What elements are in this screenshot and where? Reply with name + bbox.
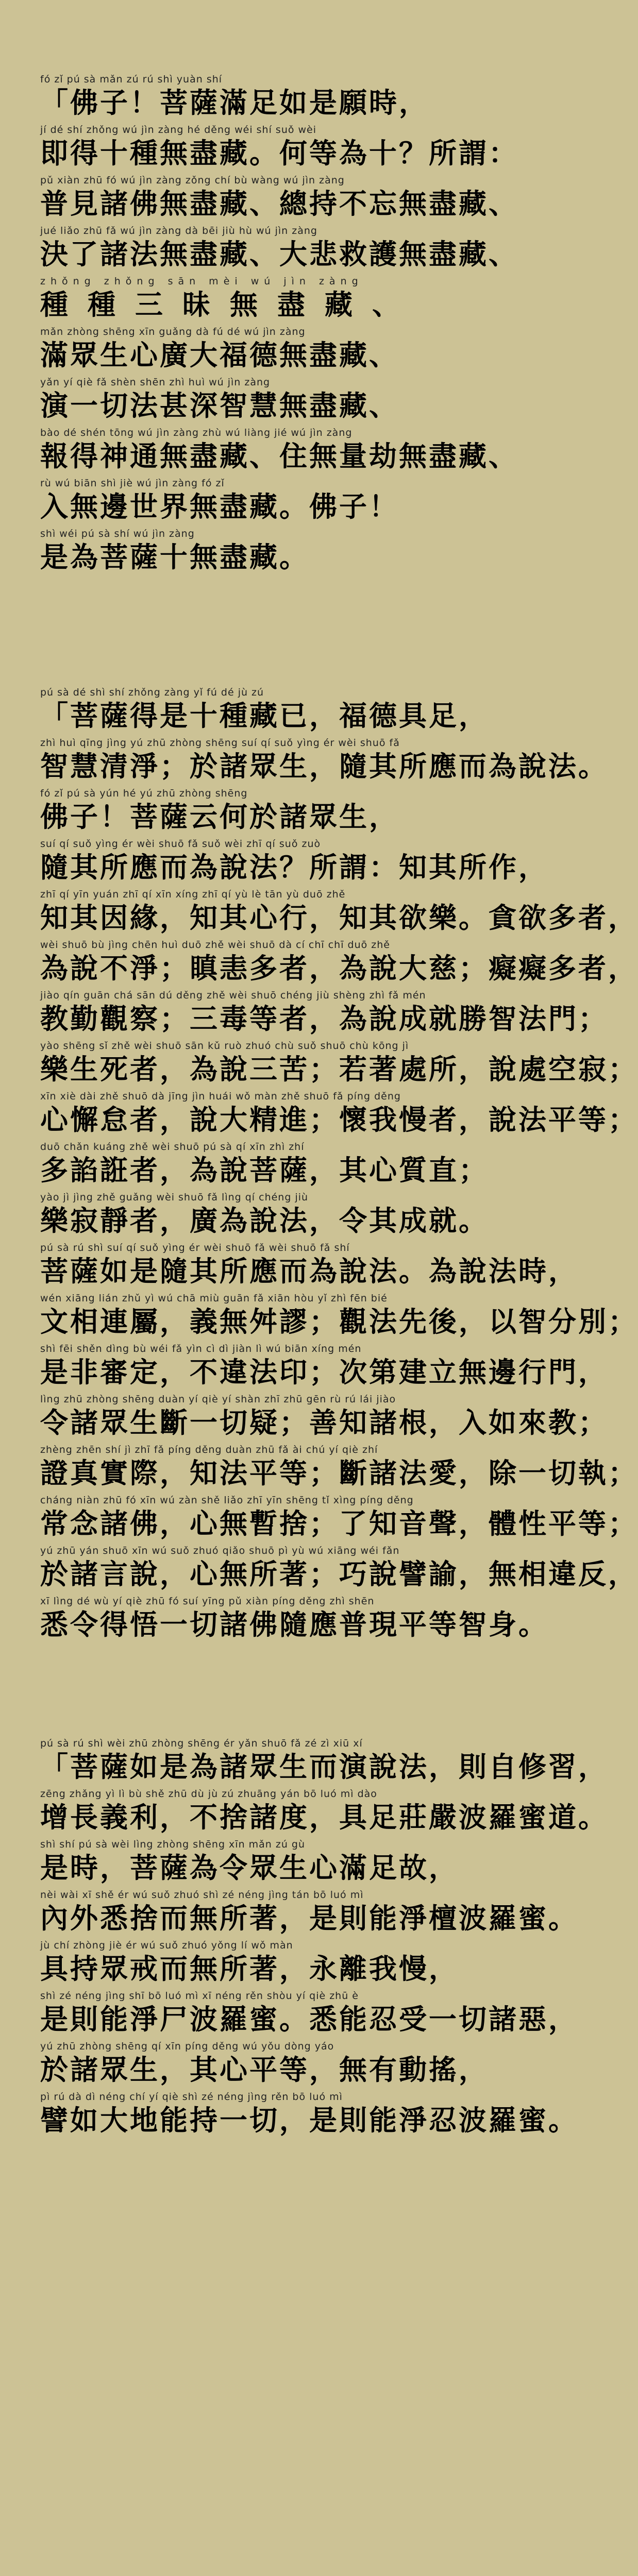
text-line (40, 1139, 531, 1189)
pinyin-annotation: yú zhū zhòng shēng qí xīn píng děng wú yǒu dòng yáo (40, 2041, 334, 2052)
pinyin-annotation: yào shēng sǐ zhě wèi shuō sān kǔ ruò zhuó chù suǒ shuō chù kōng jì (40, 1040, 409, 1052)
text-line (40, 1593, 548, 1643)
text-line (40, 1391, 608, 1442)
chinese-text: 文相連屬，義無舛謬；觀法先後，以智分別； (40, 1306, 638, 1338)
text-line (40, 785, 531, 836)
pinyin-annotation: pǔ xiàn zhū fó wú jìn zàng zǒng chí bù wàng wú jìn zàng (40, 175, 345, 186)
chinese-text: 隨其所應而為說法？所謂：知其所作， (40, 851, 548, 884)
text-line (40, 1988, 578, 2038)
text-line (40, 937, 638, 987)
pinyin-annotation: duō chǎn kuáng zhě wèi shuō pú sà qí xīn zhì zhí (40, 1141, 305, 1153)
chinese-text: 樂生死者，為說三苦；若著處所，說處空寂； (40, 1053, 638, 1086)
chinese-text: 智慧清淨；於諸眾生，隨其所應而為說法。 (40, 750, 608, 783)
chinese-text: 教勤觀察；三毒等者，為說成就勝智法門； (40, 1003, 608, 1035)
chinese-text: 報得神通無盡藏、住無量劫無盡藏、 (40, 440, 518, 472)
pinyin-annotation: pì rú dà dì néng chí yí qiè shì zé néng jìng rěn bō luó mì (40, 2091, 343, 2103)
text-line (40, 1887, 578, 1937)
pinyin-annotation: shì fēi shěn dìng bù wéi fǎ yìn cì dì jiàn lì wú biān xíng mén (40, 1343, 362, 1354)
chinese-text: 滿眾生心廣大福德無盡藏、 (40, 339, 399, 371)
chinese-text: 於諸言說，心無所著；巧說譬諭，無相違反， (40, 1558, 638, 1590)
text-line (40, 425, 531, 475)
text-line (40, 1442, 638, 1492)
chinese-text: 入無邊世界無盡藏。佛子！ (40, 490, 399, 523)
chinese-text: 佛子！菩薩云何於諸眾生， (40, 801, 399, 833)
pinyin-annotation: shì wéi pú sà shí wú jìn zàng (40, 528, 195, 539)
chinese-text: 是時，菩薩為令眾生心滿足故， (40, 1852, 459, 1884)
pinyin-annotation: bào dé shén tōng wú jìn zàng zhù wú liàng jié wú jìn zàng (40, 427, 352, 438)
text-line (40, 223, 531, 273)
pinyin-annotation: suí qí suǒ yìng ér wèi shuō fǎ suǒ wèi zhī qí suǒ zuò (40, 838, 321, 850)
chinese-text: 樂寂靜者，廣為說法，令其成就。 (40, 1205, 489, 1237)
text-line (40, 1735, 608, 1786)
pinyin-annotation: nèi wài xī shě ér wú suǒ zhuó shì zé néng jìng tán bō luó mì (40, 1889, 364, 1901)
paragraph-1 (0, 0, 557, 576)
chinese-text: 常念諸佛，心無暫捨；了知音聲，體性平等； (40, 1507, 638, 1540)
pinyin-annotation: lìng zhū zhòng shēng duàn yí qiè yí shàn zhī zhū gēn rù rú lái jiào (40, 1394, 396, 1405)
text-line (40, 987, 608, 1038)
text-line (40, 1341, 608, 1391)
pinyin-annotation: wèi shuō bù jìng chēn huì duō zhě wèi shuō dà cí chī chī duō zhě (40, 939, 390, 951)
text-line (40, 684, 531, 735)
pinyin-annotation: pú sà rú shì suí qí suǒ yìng ér wèi shuō fǎ wèi shuō fǎ shí (40, 1242, 350, 1253)
pinyin-annotation: fó zǐ pú sà mǎn zú rú shì yuàn shí (40, 74, 223, 85)
chinese-text: 演一切法甚深智慧無盡藏、 (40, 389, 399, 422)
chinese-text: 「佛子！菩薩滿足如是願時， (40, 87, 429, 119)
pinyin-annotation: yú zhū yán shuō xīn wú suǒ zhuó qiǎo shuō pì yù wú xiāng wéi fǎn (40, 1545, 400, 1556)
pinyin-annotation: wén xiāng lián zhǔ yì wú chā miù guān fǎ xiān hòu yǐ zhì fēn bié (40, 1293, 388, 1304)
pinyin-annotation: jiào qín guān chá sān dú děng zhě wèi shuō chéng jiù shèng zhì fǎ mén (40, 990, 426, 1001)
text-line (40, 172, 531, 223)
chinese-text: 即得十種無盡藏。何等為十？所謂： (40, 137, 518, 170)
text-line (40, 71, 531, 122)
text-line (40, 374, 531, 425)
text-line (40, 1290, 638, 1341)
chinese-text: 令諸眾生斷一切疑；善知諸根，入如來教； (40, 1406, 608, 1439)
chinese-text: 具持眾戒而無所著，永離我慢， (40, 1953, 459, 1985)
chinese-text: 證真實際，知法平等；斷諸法愛，除一切執； (40, 1457, 638, 1489)
text-line (40, 324, 531, 374)
chinese-text: 多諂誑者，為說菩薩，其心質直； (40, 1154, 489, 1187)
pinyin-annotation: cháng niàn zhū fó xīn wú zàn shě liǎo zhī yīn shēng tǐ xìng píng děng (40, 1495, 414, 1506)
paragraph-3 (0, 1643, 608, 2139)
pinyin-annotation: zēng zhǎng yì lì bù shě zhū dù jù zú zhuāng yán bō luó mì dào (40, 1788, 377, 1800)
text-line (40, 2038, 531, 2089)
pinyin-annotation: jué liǎo zhū fǎ wú jìn zàng dà bēi jiù hù wú jìn zàng (40, 225, 317, 236)
pinyin-annotation: zhì huì qīng jìng yú zhū zhòng shēng suí qí suǒ yìng ér wèi shuō fǎ (40, 737, 400, 749)
text-line (40, 273, 531, 324)
chinese-text: 為說不淨；瞋恚多者，為說大慈；癡癡多者， (40, 952, 638, 985)
pinyin-annotation: pú sà rú shì wèi zhū zhòng shēng ér yǎn shuō fǎ zé zì xiū xí (40, 1738, 363, 1749)
pinyin-annotation: shì shí pú sà wèi lìng zhòng shēng xīn mǎn zú gù (40, 1839, 306, 1850)
pinyin-annotation: xīn xiè dài zhě shuō dà jīng jìn huái wǒ màn zhě shuō fǎ píng děng (40, 1091, 401, 1102)
chinese-text: 「菩薩得是十種藏已，福德具足， (40, 700, 489, 732)
chinese-text: 內外悉捨而無所著，是則能淨檀波羅蜜。 (40, 1902, 578, 1935)
pinyin-annotation: yào jì jìng zhě guǎng wèi shuō fǎ lìng qí chéng jiù (40, 1192, 309, 1203)
text-line (40, 1038, 638, 1088)
chinese-text: 譬如大地能持一切，是則能淨忍波羅蜜。 (40, 2104, 578, 2137)
text-line (40, 475, 531, 526)
pinyin-annotation: rù wú biān shì jiè wú jìn zàng fó zǐ (40, 478, 225, 489)
chinese-text: 普見諸佛無盡藏、總持不忘無盡藏、 (40, 188, 518, 220)
chinese-text: 「菩薩如是為諸眾生而演說法，則自修習， (40, 1751, 608, 1783)
text-line (40, 735, 608, 785)
pinyin-annotation: xī lìng dé wù yí qiè zhū fó suí yīng pǔ xiàn píng děng zhì shēn (40, 1596, 375, 1607)
chinese-text: 知其因緣，知其心行，知其欲樂。貪欲多者， (40, 902, 638, 934)
pinyin-annotation: zhèng zhēn shí jì zhī fǎ píng děng duàn zhū fǎ ài chú yí qiè zhí (40, 1444, 378, 1455)
chinese-text: 心懈怠者，說大精進；懷我慢者，說法平等； (40, 1104, 638, 1136)
text-line (40, 526, 531, 576)
text-line (40, 1189, 531, 1240)
chinese-text: 是則能淨尸波羅蜜。悉能忍受一切諸惡， (40, 2003, 578, 2036)
text-line (40, 886, 638, 937)
pinyin-annotation: yǎn yí qiè fǎ shèn shēn zhì huì wú jìn zàng (40, 377, 271, 388)
pinyin-annotation: pú sà dé shì shí zhǒng zàng yǐ fú dé jù zú (40, 687, 264, 698)
chinese-text: 增長義利，不捨諸度，具足莊嚴波羅蜜道。 (40, 1801, 608, 1834)
pinyin-annotation: mǎn zhòng shēng xīn guǎng dà fú dé wú jìn zàng (40, 326, 306, 337)
chinese-text: 於諸眾生，其心平等，無有動搖， (40, 2054, 489, 2086)
pinyin-annotation: zhǒng zhǒng sān mèi wú jìn zàng (40, 276, 363, 287)
text-line (40, 1786, 608, 1836)
chinese-text: 種種三昧無盡藏、 (40, 289, 419, 321)
text-line (40, 1088, 638, 1139)
pinyin-annotation: zhī qí yīn yuán zhī qí xīn xíng zhī qí yù lè tān yù duō zhě (40, 889, 346, 900)
chinese-text: 菩薩如是隨其所應而為說法。為說法時， (40, 1255, 578, 1287)
pinyin-annotation: shì zé néng jìng shī bō luó mì xī néng rěn shòu yí qiè zhū è (40, 1990, 359, 2002)
text-line (40, 1240, 578, 1290)
chinese-text: 是非審定，不違法印；次第建立無邊行門， (40, 1356, 608, 1388)
text-line (40, 836, 548, 886)
text-line (40, 1937, 531, 1988)
pinyin-annotation: jù chí zhòng jiè ér wú suǒ zhuó yǒng lí wǒ màn (40, 1940, 293, 1951)
text-line (40, 1492, 638, 1543)
pinyin-annotation: jí dé shí zhǒng wú jìn zàng hé děng wéi shí suǒ wèi (40, 124, 317, 135)
chinese-text: 是為菩薩十無盡藏。 (40, 541, 309, 573)
chinese-text: 決了諸法無盡藏、大悲救護無盡藏、 (40, 238, 518, 270)
text-line (40, 2089, 578, 2139)
text-line (40, 1543, 638, 1593)
paragraph-2 (0, 576, 638, 1643)
pinyin-annotation: fó zǐ pú sà yún hé yú zhū zhòng shēng (40, 788, 248, 799)
chinese-text: 悉令得悟一切諸佛隨應普現平等智身。 (40, 1608, 548, 1641)
text-line (40, 1836, 531, 1887)
text-line (40, 122, 531, 172)
